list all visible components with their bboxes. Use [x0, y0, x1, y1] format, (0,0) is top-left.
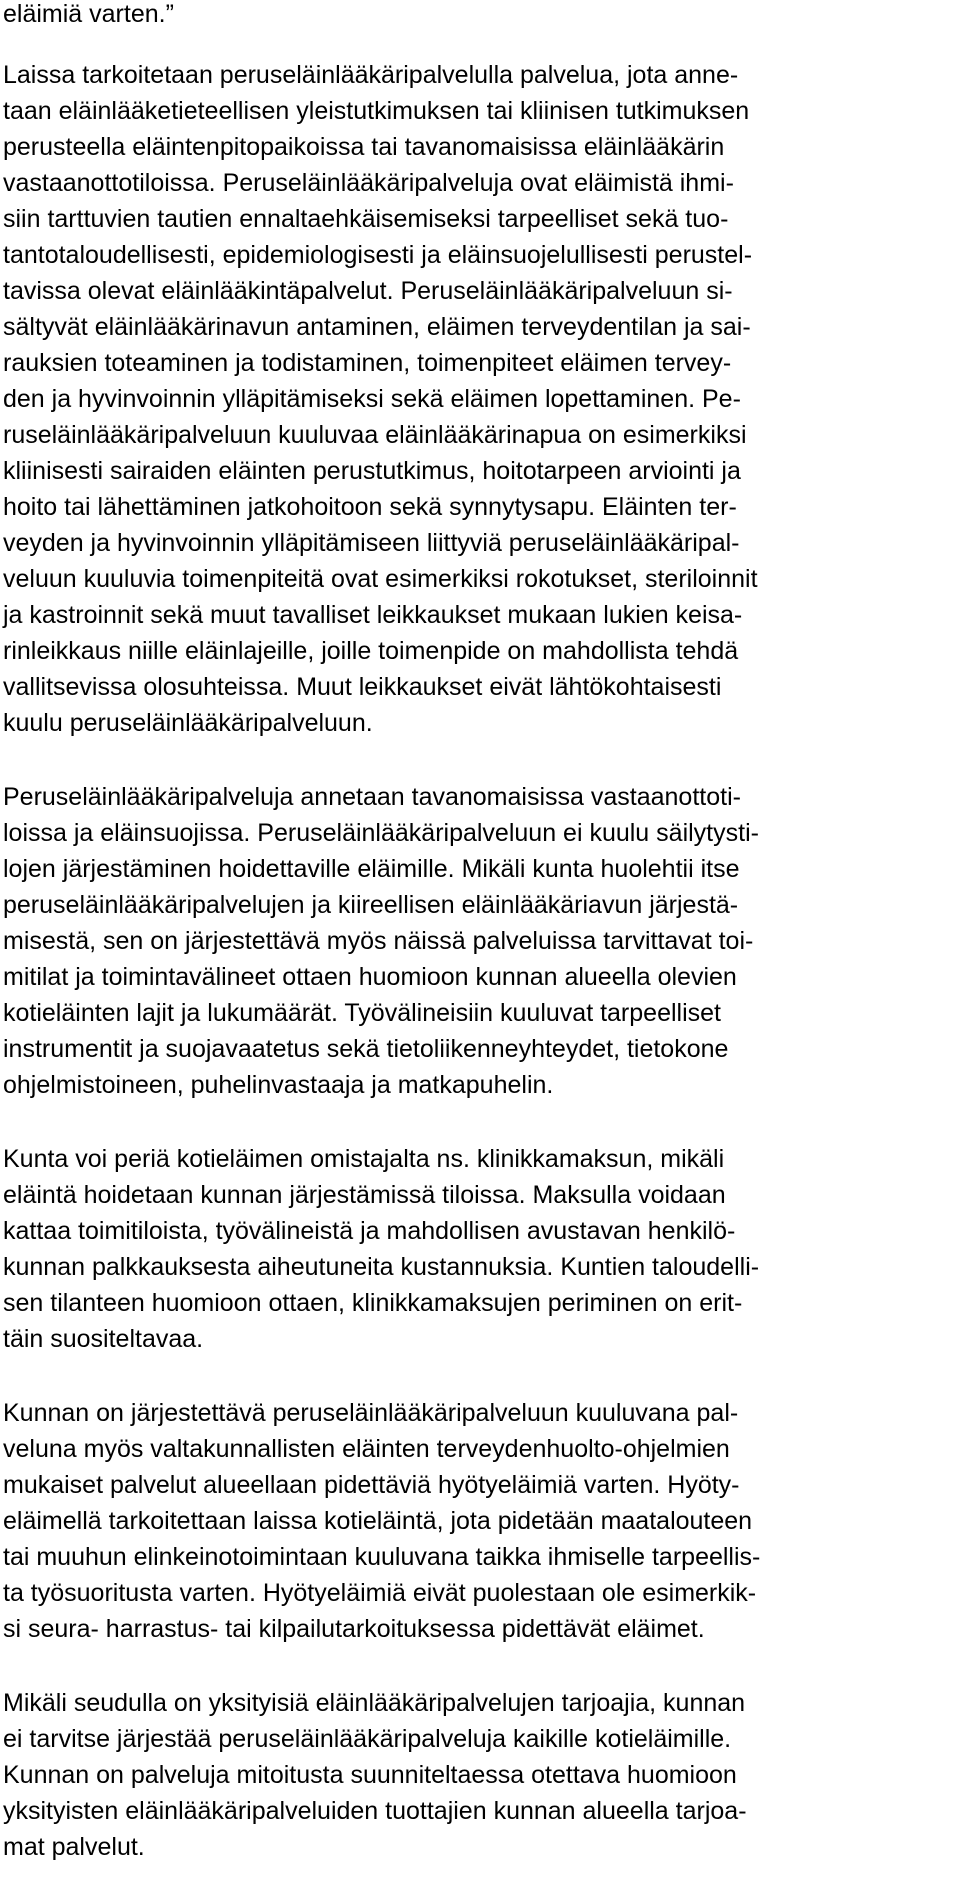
text-line: Laissa tarkoitetaan peruseläinlääkäripalvelulla palvelua, jota anne-: [3, 61, 739, 89]
text-line: kattaa toimitiloista, työvälineistä ja mahdollisen avustavan henkilö-: [3, 1217, 736, 1245]
text-line: mitilat ja toimintavälineet ottaen huomioon kunnan alueella olevien: [3, 963, 737, 991]
text-line: eläimellä tarkoitettaan laissa kotieläintä, jota pidetään maatalouteen: [3, 1507, 753, 1535]
text-line: kuulu peruseläinlääkäripalveluun.: [3, 709, 373, 737]
text-line: sen tilanteen huomioon ottaen, klinikkamaksujen periminen on erit-: [3, 1289, 743, 1317]
text-line: ruseläinlääkäripalveluun kuuluvaa eläinlääkärinapua on esimerkiksi: [3, 421, 747, 449]
text-line: tavissa olevat eläinlääkintäpalvelut. Peruseläinlääkäripalveluun si-: [3, 277, 733, 305]
text-line: rinleikkaus niille eläinlajeille, joille toimenpide on mahdollista tehdä: [3, 637, 739, 665]
text-line: den ja hyvinvoinnin ylläpitämiseksi sekä eläimen lopettaminen. Pe-: [3, 385, 741, 413]
text-line: Kunta voi periä kotieläimen omistajalta ns. klinikkamaksun, mikäli: [3, 1145, 725, 1173]
text-line: instrumentit ja suojavaatetus sekä tietoliikenneyhteydet, tietokone: [3, 1035, 729, 1063]
text-line: hoito tai lähettäminen jatkohoitoon sekä synnytysapu. Eläinten ter-: [3, 493, 737, 521]
text-line: kunnan palkkauksesta aiheutuneita kustannuksia. Kuntien taloudelli-: [3, 1253, 760, 1281]
text-line: kliinisesti sairaiden eläinten perustutkimus, hoitotarpeen arviointi ja: [3, 457, 741, 485]
text-line: mukaiset palvelut alueellaan pidettäviä hyötyeläimiä varten. Hyöty-: [3, 1471, 740, 1499]
text-line: tantotaloudellisesti, epidemiologisesti ja eläinsuojelullisesti perustel-: [3, 241, 753, 269]
text-line: taan eläinlääketieteellisen yleistutkimuksen tai kliinisen tutkimuksen: [3, 97, 750, 125]
text-line: lojen järjestäminen hoidettaville eläimille. Mikäli kunta huolehtii itse: [3, 855, 740, 883]
text-line: si seura- harrastus- tai kilpailutarkoituksessa pidettävät eläimet.: [3, 1615, 705, 1643]
text-line: yksityisten eläinlääkäripalveluiden tuottajien kunnan alueella tarjoa-: [3, 1797, 747, 1825]
text-line: peruseläinlääkäripalvelujen ja kiireellisen eläinlääkäriavun järjestä-: [3, 891, 739, 919]
text-line: eläimiä varten.”: [3, 0, 174, 28]
text-line: veyden ja hyvinvoinnin ylläpitämiseen liittyviä peruseläinlääkäripal-: [3, 529, 740, 557]
text-line: mat palvelut.: [3, 1833, 145, 1861]
text-line: ei tarvitse järjestää peruseläinlääkäripalveluja kaikille kotieläimille.: [3, 1725, 732, 1753]
text-line: loissa ja eläinsuojissa. Peruseläinlääkäripalveluun ei kuulu säilytysti-: [3, 819, 759, 847]
text-line: täin suositeltavaa.: [3, 1325, 204, 1353]
text-line: misestä, sen on järjestettävä myös näissä palveluissa tarvittavat toi-: [3, 927, 754, 955]
text-line: perusteella eläintenpitopaikoissa tai tavanomaisissa eläinlääkärin: [3, 133, 725, 161]
text-line: Kunnan on palveluja mitoitusta suunniteltaessa otettava huomioon: [3, 1761, 737, 1789]
text-line: vastaanottotiloissa. Peruseläinlääkäripalveluja ovat eläimistä ihmi-: [3, 169, 734, 197]
text-line: ja kastroinnit sekä muut tavalliset leikkaukset mukaan lukien keisa-: [3, 601, 743, 629]
text-line: siin tarttuvien tautien ennaltaehkäisemiseksi tarpeelliset sekä tuo-: [3, 205, 729, 233]
text-line: Mikäli seudulla on yksityisiä eläinlääkäripalvelujen tarjoajia, kunnan: [3, 1689, 746, 1717]
text-line: veluna myös valtakunnallisten eläinten terveydenhuolto-ohjelmien: [3, 1435, 730, 1463]
text-line: rauksien toteaminen ja todistaminen, toimenpiteet eläimen tervey-: [3, 349, 732, 377]
text-line: ta työsuoritusta varten. Hyötyeläimiä eivät puolestaan ole esimerkik-: [3, 1579, 757, 1607]
text-line: sältyvät eläinlääkärinavun antaminen, eläimen terveydentilan ja sai-: [3, 313, 751, 341]
text-line: tai muuhun elinkeinotoimintaan kuuluvana taikka ihmiselle tarpeellis-: [3, 1543, 761, 1571]
text-line: Kunnan on järjestettävä peruseläinlääkäripalveluun kuuluvana pal-: [3, 1399, 739, 1427]
text-line: ohjelmistoineen, puhelinvastaaja ja matkapuhelin.: [3, 1071, 554, 1099]
text-line: eläintä hoidetaan kunnan järjestämissä tiloissa. Maksulla voidaan: [3, 1181, 726, 1209]
text-line: vallitsevissa olosuhteissa. Muut leikkaukset eivät lähtökohtaisesti: [3, 673, 722, 701]
text-line: Peruseläinlääkäripalveluja annetaan tavanomaisissa vastaanottoti-: [3, 783, 741, 811]
text-line: veluun kuuluvia toimenpiteitä ovat esimerkiksi rokotukset, steriloinnit: [3, 565, 758, 593]
text-line: kotieläinten lajit ja lukumäärät. Työvälineisiin kuuluvat tarpeelliset: [3, 999, 721, 1027]
